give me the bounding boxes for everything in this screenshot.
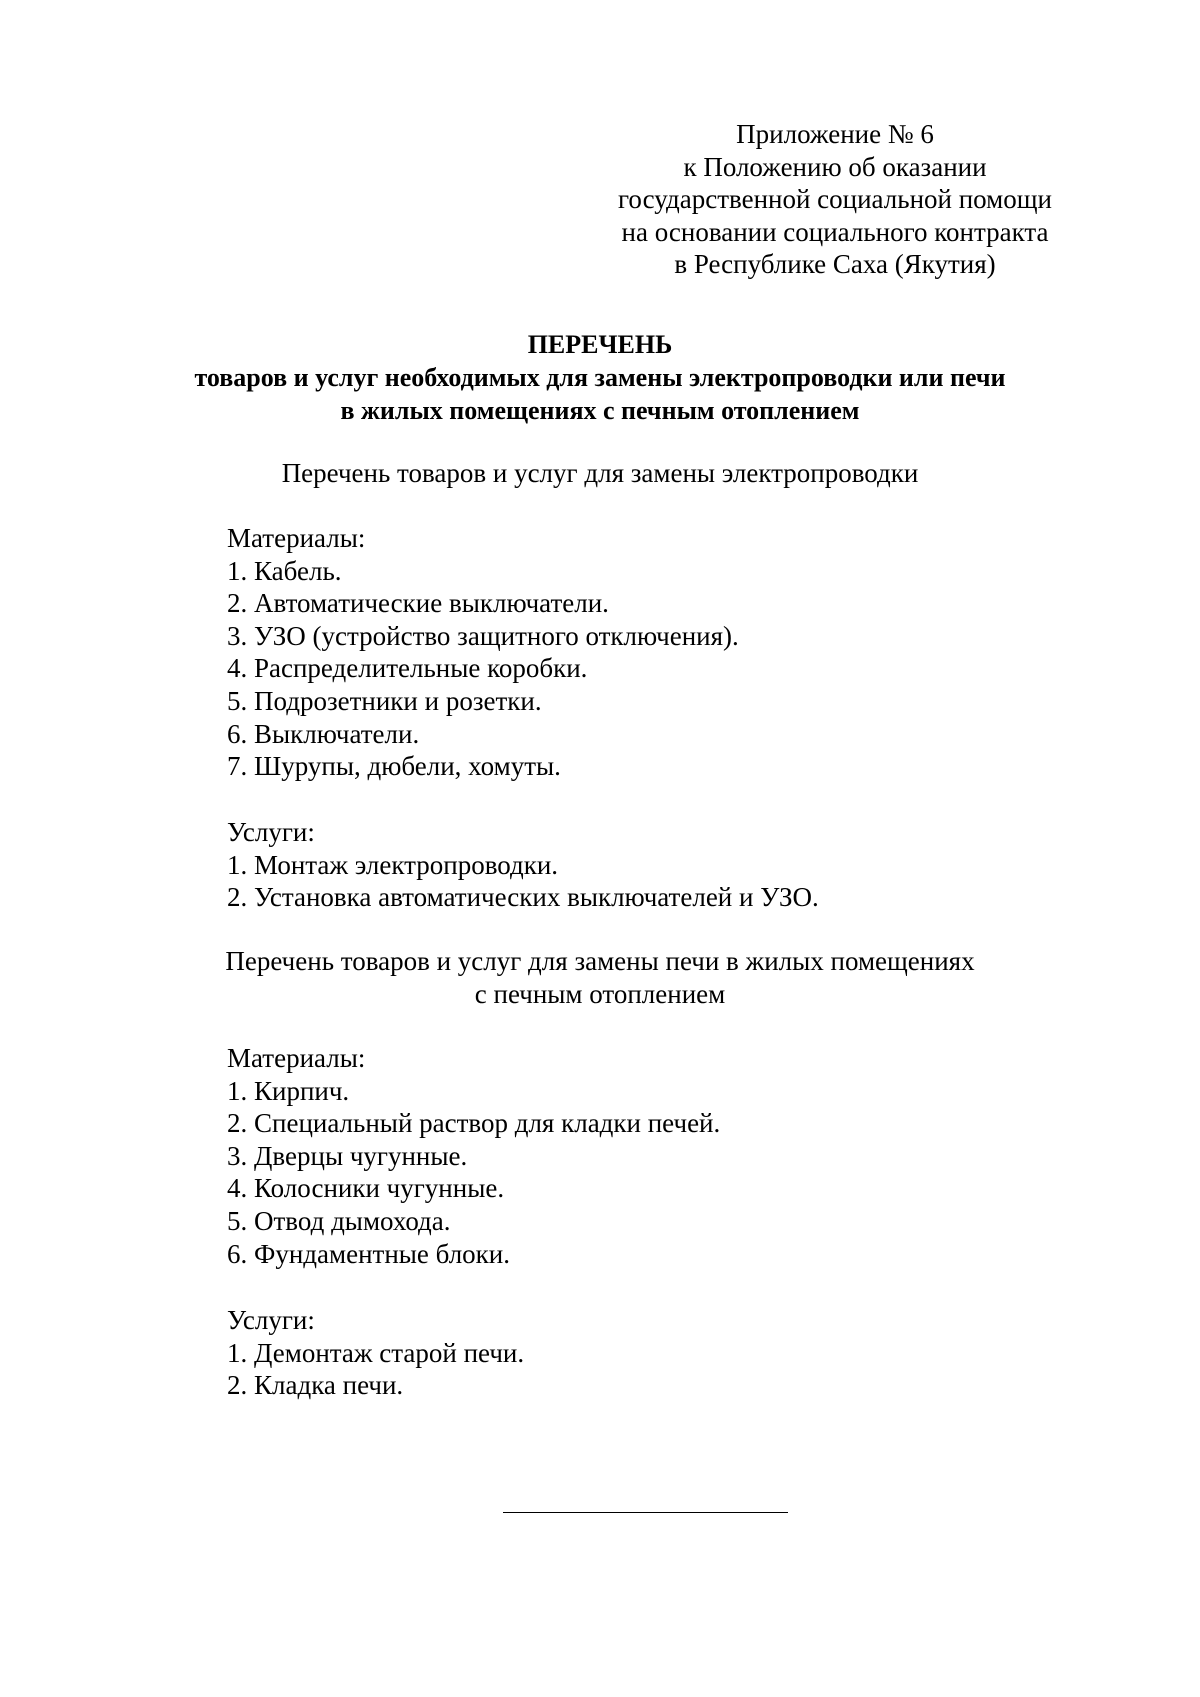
- stove-section-heading: [100, 945, 1100, 1011]
- title-heading: ПЕРЕЧЕНЬ: [527, 330, 673, 359]
- list-item: 7. Шурупы, дюбели, хомуты.: [227, 751, 561, 782]
- section-heading-line: с печным отоплением: [474, 979, 726, 1009]
- annex-line: в Республике Саха (Якутия): [674, 249, 996, 279]
- list-item: 2. Установка автоматических выключателей и УЗО.: [227, 882, 819, 913]
- list-item: 1. Кирпич.: [227, 1075, 350, 1106]
- stove-materials-list: [227, 1042, 1127, 1270]
- list-item: 2. Автоматические выключатели.: [227, 588, 609, 619]
- list-item: 3. УЗО (устройство защитного отключения).: [227, 620, 739, 651]
- title-line: товаров и услуг необходимых для замены электропроводки или печи: [194, 363, 1006, 392]
- list-item: 2. Кладка печи.: [227, 1370, 404, 1401]
- list-item: 1. Демонтаж старой печи.: [227, 1337, 525, 1368]
- list-item: 1. Кабель.: [227, 555, 342, 586]
- end-divider-line: [503, 1512, 788, 1513]
- title-line: в жилых помещениях с печным отоплением: [340, 396, 860, 425]
- list-item: 4. Колосники чугунные.: [227, 1173, 505, 1204]
- list-item: 4. Распределительные коробки.: [227, 653, 588, 684]
- wiring-section-heading: [100, 457, 1100, 490]
- list-item: 5. Отвод дымохода.: [227, 1205, 451, 1236]
- list-label: Услуги:: [227, 1305, 315, 1335]
- stove-services-list: [227, 1304, 1127, 1402]
- annex-note: [600, 118, 1070, 281]
- list-label: Материалы:: [227, 523, 366, 553]
- list-item: 6. Выключатели.: [227, 718, 420, 749]
- list-item: 1. Монтаж электропроводки.: [227, 849, 559, 880]
- annex-line: к Положению об оказании: [683, 151, 987, 182]
- list-item: 6. Фундаментные блоки.: [227, 1238, 510, 1269]
- list-item: 3. Дверцы чугунные.: [227, 1140, 468, 1171]
- document-title: [100, 328, 1100, 427]
- annex-line: на основании социального контракта: [621, 216, 1049, 247]
- list-item: 2. Специальный раствор для кладки печей.: [227, 1108, 721, 1139]
- wiring-materials-list: [227, 522, 1127, 783]
- section-heading-line: Перечень товаров и услуг для замены печи в жилых помещениях: [225, 946, 975, 976]
- list-label: Материалы:: [227, 1043, 366, 1073]
- annex-line: Приложение № 6: [736, 119, 934, 149]
- list-item: 5. Подрозетники и розетки.: [227, 685, 542, 716]
- wiring-services-list: [227, 816, 1127, 914]
- annex-line: государственной социальной помощи: [618, 184, 1052, 214]
- section-heading-line: Перечень товаров и услуг для замены электропроводки: [281, 458, 919, 488]
- list-label: Услуги:: [227, 817, 315, 847]
